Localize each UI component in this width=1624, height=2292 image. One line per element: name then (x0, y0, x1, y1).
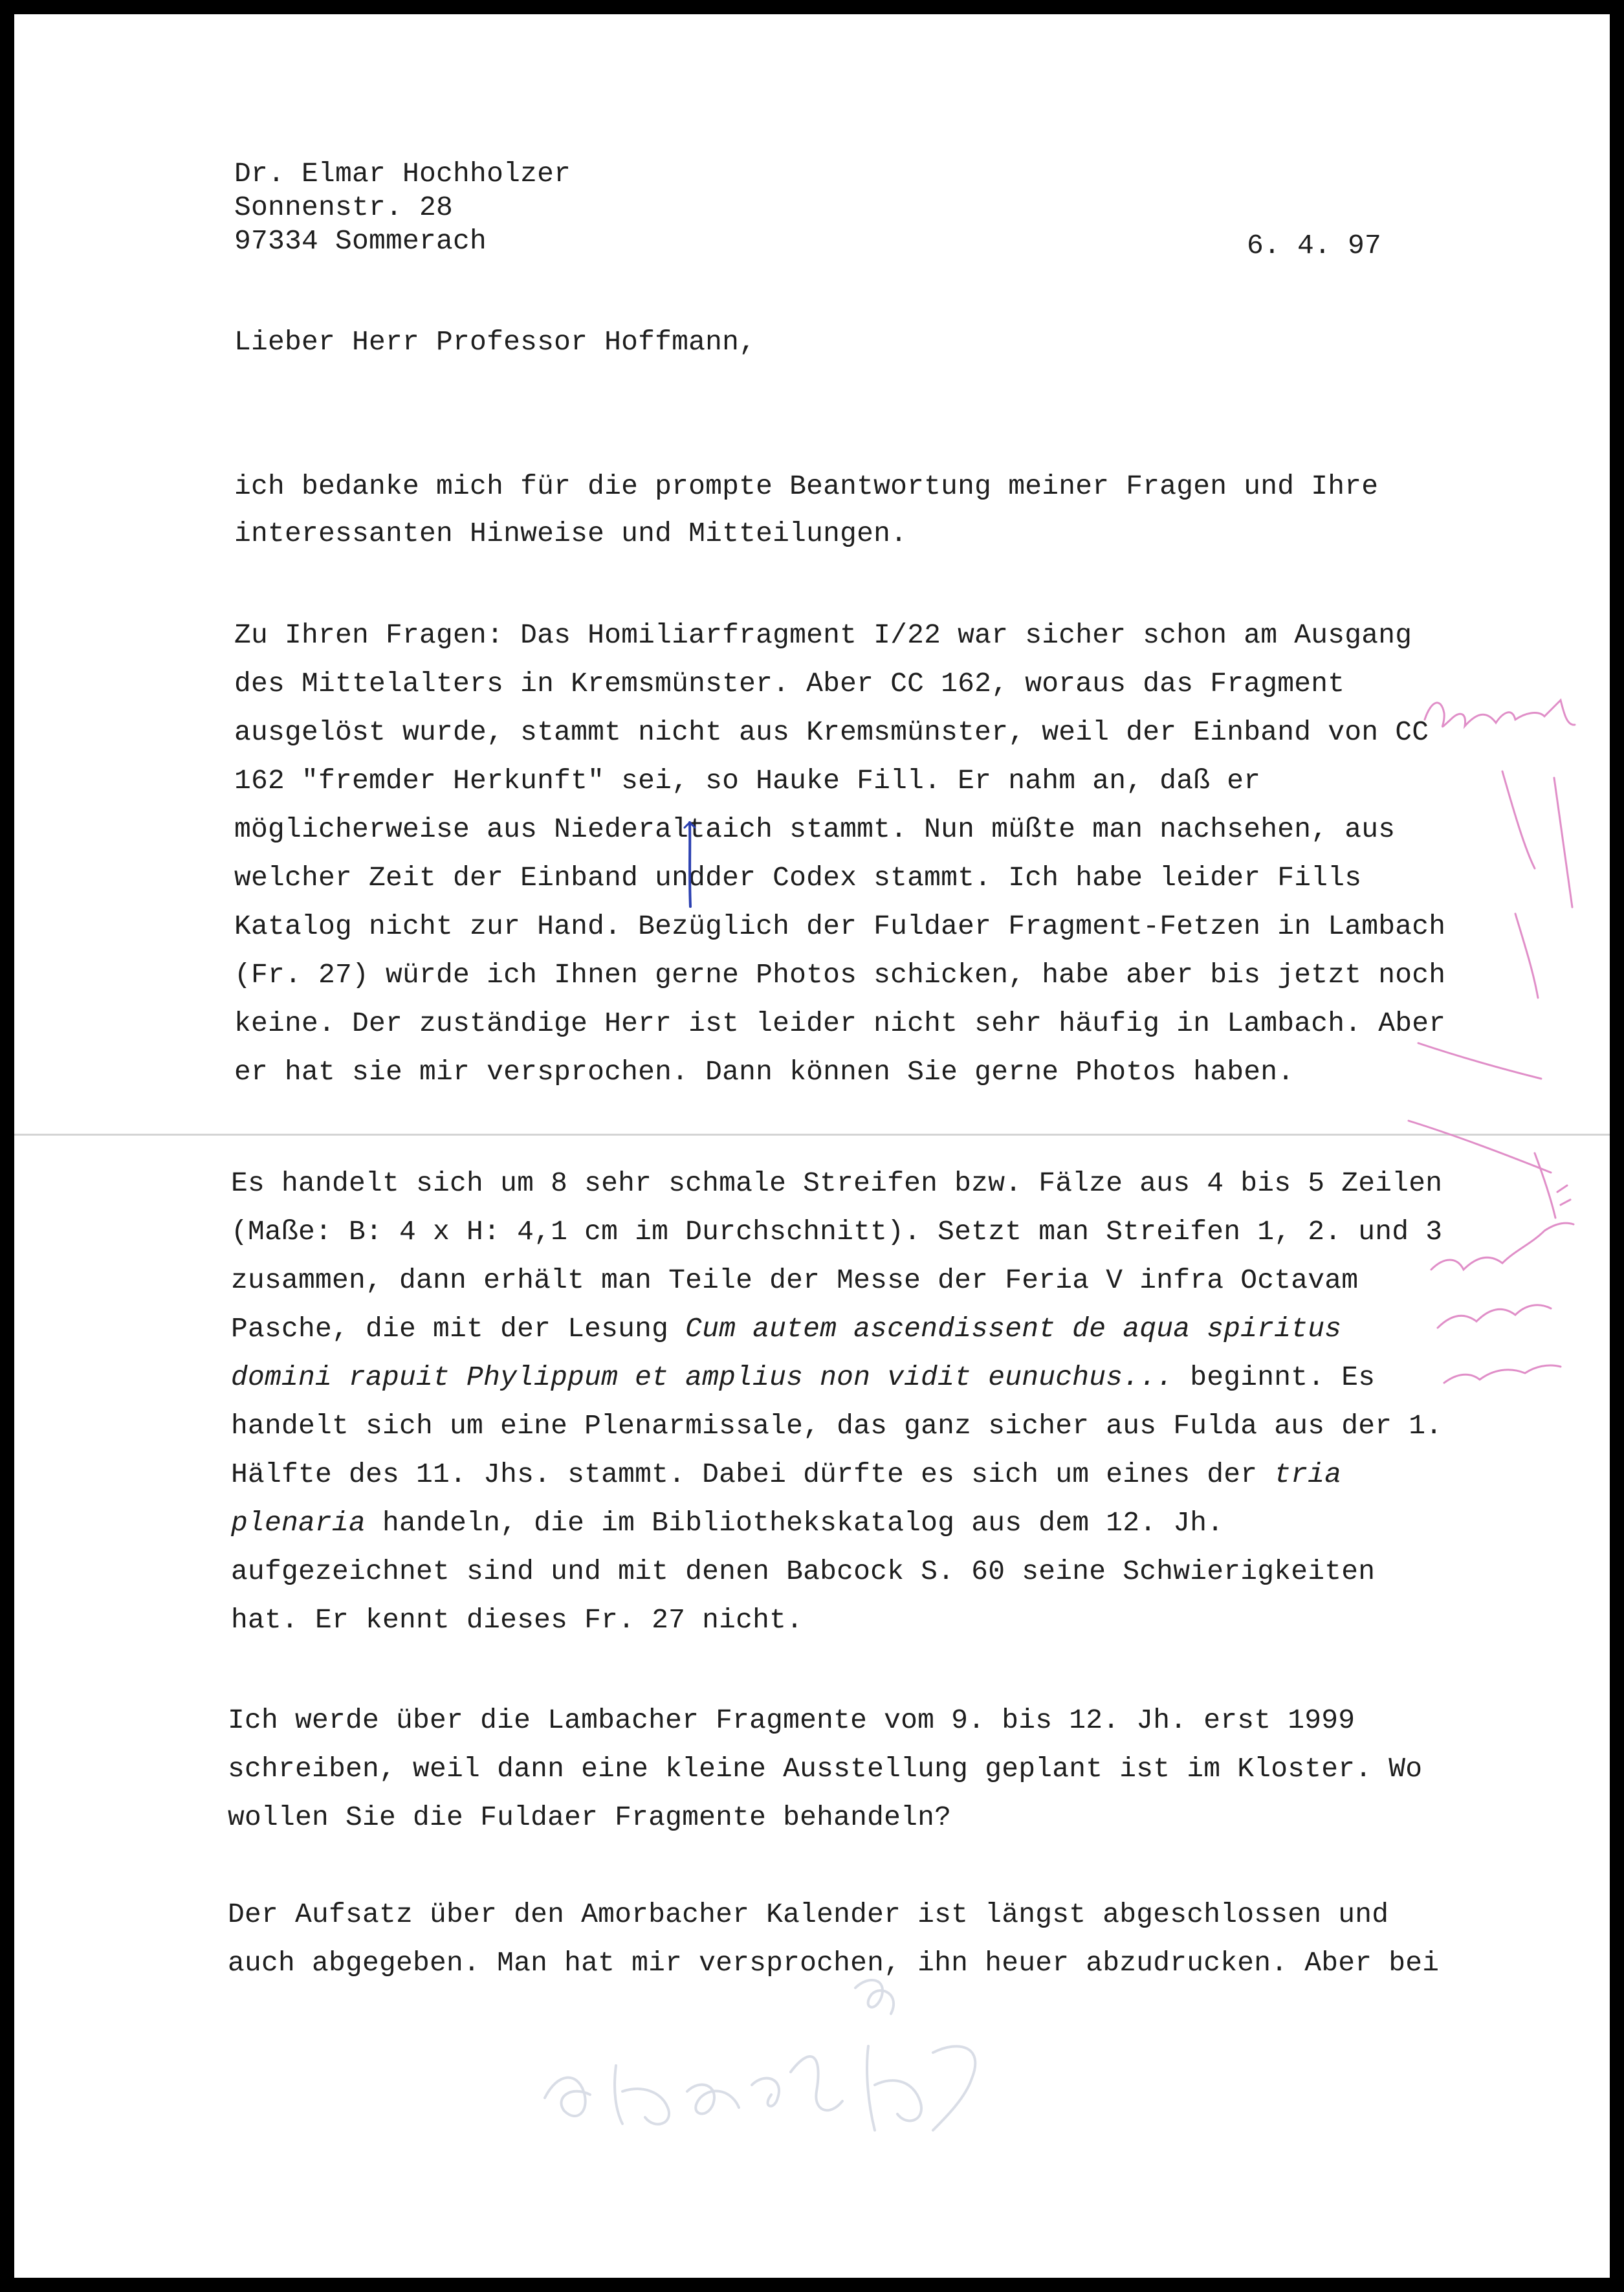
latin-quote: domini rapuit Phylippum et amplius non vidit eunuchus... (231, 1361, 1174, 1393)
paragraph-2-line: keine. Der zuständige Herr ist leider nicht sehr häufig in Lambach. Aber (234, 1008, 1446, 1039)
paragraph-2-line: Zu Ihren Fragen: Das Homiliarfragment I/22 war sicher schon am Ausgang (234, 619, 1412, 651)
paragraph-3-text: Pasche, die mit der Lesung (231, 1313, 686, 1345)
paragraph-3-text: Hälfte des 11. Jhs. stammt. Dabei dürfte es sich um eines der (231, 1459, 1275, 1490)
letter-date: 6. 4. 97 (1247, 230, 1382, 261)
insertion-mark-icon (681, 820, 700, 910)
sender-city: 97334 Sommerach (234, 225, 487, 257)
paragraph-3-text: handeln, die im Bibliothekskatalog aus dem 12. Jh. (366, 1507, 1224, 1539)
paragraph-3-line: handelt sich um eine Plenarmissale, das ganz sicher aus Fulda aus der 1. (231, 1410, 1443, 1442)
paragraph-2-line: ausgelöst wurde, stammt nicht aus Kremsmünster, weil der Einband von CC (234, 716, 1429, 748)
paragraph-3-line (231, 1459, 1341, 1490)
latin-quote: Cum autem ascendissent de aqua spiritus (685, 1313, 1342, 1345)
letter-page (14, 14, 1610, 2278)
paragraph-5-line: auch abgegeben. Man hat mir versprochen, ihn heuer abzudrucken. Aber bei (228, 1947, 1440, 1979)
paragraph-3-line: zusammen, dann erhält man Teile der Messe der Feria V infra Octavam (231, 1264, 1359, 1296)
paragraph-3-line: Es handelt sich um 8 sehr schmale Streifen bzw. Fälze aus 4 bis 5 Zeilen (231, 1167, 1443, 1199)
paragraph-3-line (231, 1361, 1375, 1393)
paragraph-4-line: schreiben, weil dann eine kleine Ausstellung geplant ist im Kloster. Wo (228, 1753, 1423, 1785)
paragraph-2-line: (Fr. 27) würde ich Ihnen gerne Photos schicken, habe aber bis jetzt noch (234, 959, 1446, 991)
paragraph-3-line (231, 1507, 1223, 1539)
paragraph-2-line: welcher Zeit der Einband undder Codex stammt. Ich habe leider Fills (234, 862, 1362, 894)
paragraph-5-line: Der Aufsatz über den Amorbacher Kalender ist längst abgeschlossen und (228, 1899, 1389, 1930)
sender-name: Dr. Elmar Hochholzer (234, 158, 571, 190)
salutation: Lieber Herr Professor Hoffmann, (234, 326, 756, 358)
paragraph-2-line: Katalog nicht zur Hand. Bezüglich der Fuldaer Fragment-Fetzen in Lambach (234, 910, 1446, 942)
paragraph-3-text: beginnt. Es (1173, 1361, 1376, 1393)
paper-fold-line (14, 1134, 1610, 1136)
margin-annotation-icon (1405, 674, 1599, 1405)
paragraph-2-line: des Mittelalters in Kremsmünster. Aber CC 162, woraus das Fragment (234, 668, 1345, 700)
paragraph-1-line: interessanten Hinweise und Mitteilungen. (234, 518, 908, 549)
paragraph-3-line (231, 1313, 1341, 1345)
latin-term: tria (1274, 1459, 1342, 1490)
paragraph-3-line: aufgezeichnet sind und mit denen Babcock S. 60 seine Schwierigkeiten (231, 1556, 1376, 1587)
paragraph-2-line: 162 "fremder Herkunft" sei, so Hauke Fill. Er nahm an, daß er (234, 765, 1261, 797)
paragraph-4-line: Ich werde über die Lambacher Fragmente vom 9. bis 12. Jh. erst 1999 (228, 1704, 1355, 1736)
paragraph-3-line: (Maße: B: 4 x H: 4,1 cm im Durchschnitt). Setzt man Streifen 1, 2. und 3 (231, 1216, 1443, 1248)
paragraph-2-line: möglicherweise aus Niederaltaich stammt. Nun müßte man nachsehen, aus (234, 813, 1396, 845)
paragraph-1-line: ich bedanke mich für die prompte Beantwortung meiner Fragen und Ihre (234, 470, 1379, 502)
paragraph-3-line: hat. Er kennt dieses Fr. 27 nicht. (231, 1604, 804, 1636)
sender-street: Sonnenstr. 28 (234, 192, 454, 223)
paragraph-2-line: er hat sie mir versprochen. Dann können Sie gerne Photos haben. (234, 1056, 1295, 1088)
latin-term: plenaria (231, 1507, 366, 1539)
bleed-through-signature-icon (519, 1968, 1011, 2150)
paragraph-4-line: wollen Sie die Fuldaer Fragmente behandeln? (228, 1802, 952, 1833)
